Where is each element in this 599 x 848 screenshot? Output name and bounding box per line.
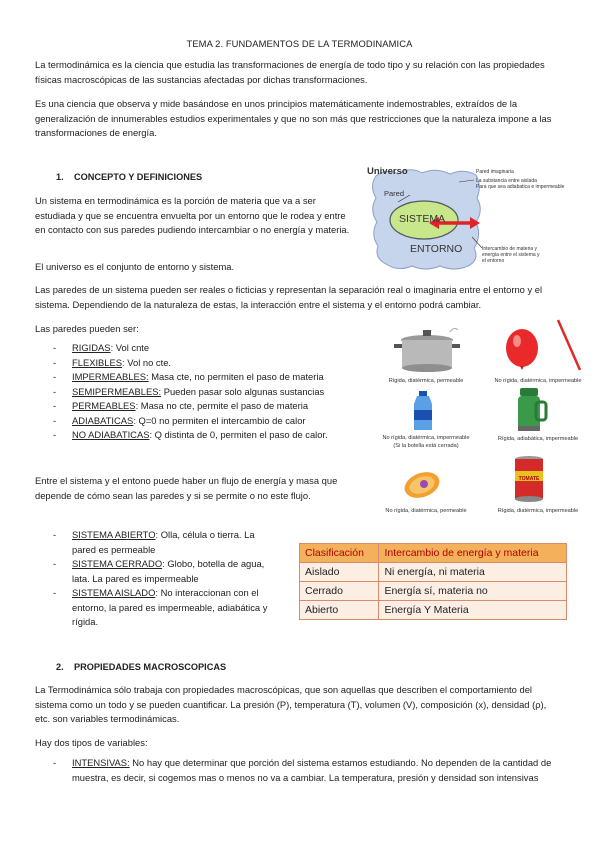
water-bottle-icon	[408, 390, 438, 432]
flow-paragraph: Entre el sistema y el entono puede haber un flujo de energía y masa que depende de cómo sean las paredes y si se permite o no este flujo.	[35, 475, 338, 501]
table-cell: Abierto	[300, 601, 379, 620]
caption-can: Rígida, diatérmica, impermeable	[497, 508, 579, 514]
cell-icon	[400, 468, 444, 502]
table-header-cell: Intercambio de energía y materia	[379, 544, 567, 563]
wall-item-no-adiabaticas	[53, 428, 363, 443]
intro-paragraph-1: La termodinámica es la ciencia que estudia las transformaciones de energía de todo tipo y su relación con las propiedades físicas macroscópicas de las sustancias afectadas por dichas transformaciones.	[35, 59, 545, 85]
table-row	[300, 601, 567, 620]
wall-examples-grid	[370, 318, 595, 523]
diagram-note-top	[476, 169, 592, 190]
sistema-label: SISTEMA	[399, 213, 446, 225]
walls-list	[53, 341, 363, 443]
section-2-number: 2.	[56, 662, 64, 672]
macro-properties-paragraph: La Termodinámica sólo trabaja con propiedades macroscópicas, que son aquellas que describen el comportamiento del sistema como un todo y se pueden cuantificar. La presión (P), temperatura (T), volumen (V), composición (x), densidad (ρ), etc. son variables termodinámicas.	[35, 684, 547, 724]
note-top-line-3: Para que sea adiabatica e impermeable	[476, 184, 565, 190]
section-1-number: 1.	[56, 172, 64, 182]
wall-desc: : Vol cnte	[110, 342, 150, 353]
caption-bottle: No rígida, diatérmica, impermeable	[382, 435, 470, 441]
page-title: TEMA 2. FUNDAMENTOS DE LA TERMODINAMICA	[186, 38, 413, 49]
table-row	[300, 582, 567, 601]
table-header-cell: Clasificación	[300, 544, 379, 563]
wall-term: SEMIPERMEABLES:	[72, 385, 162, 397]
wall-item-rigidas	[53, 341, 363, 356]
wall-term: ADIABATICAS	[72, 414, 134, 426]
wall-desc: : Masa no cte, permite el paso de materia	[135, 400, 309, 411]
caption-balloon: No rígida, diatérmica, impermeable	[494, 378, 582, 384]
thermos-icon	[510, 386, 550, 434]
systems-list	[53, 528, 275, 630]
system-term: SISTEMA ABIERTO	[72, 529, 156, 540]
wall-desc: : Q=0 no permiten el intercambio de calor	[133, 414, 306, 426]
universe-diagram	[364, 162, 596, 274]
system-item-cerrado	[53, 557, 275, 586]
universe-definition: El universo es el conjunto de entorno y sistema.	[35, 261, 235, 272]
walls-intro: Las paredes pueden ser:	[35, 323, 139, 334]
wall-term: FLEXIBLES	[72, 356, 123, 368]
system-desc: : Globo, botella de agua, lata. La pared es impermeable	[72, 558, 265, 584]
wall-item-impermeables	[53, 370, 363, 385]
variable-item-intensivas	[53, 756, 565, 785]
wall-item-flexibles	[53, 356, 363, 371]
wall-item-adiabaticas	[53, 414, 363, 429]
classification-table	[299, 543, 567, 620]
entorno-label: ENTORNO	[410, 243, 463, 255]
table-cell: Ni energía, ni materia	[379, 563, 567, 582]
can-label: TOMATE	[518, 476, 540, 482]
wall-term: IMPERMEABLES:	[72, 371, 149, 382]
wall-term: NO ADIABATICAS	[72, 429, 150, 440]
pared-label: Pared	[384, 189, 405, 198]
system-desc: : Olla, célula o tierra. La pared es permeable	[72, 529, 255, 555]
system-definition: Un sistema en termodinámica es la porción de materia que va a ser estudiada y que se encuentra envuelta por un entorno que le rodea y entre en contacto con sus paredes pudiendo intercambiar o no energía y materia.	[35, 195, 350, 235]
variable-types-intro: Hay dos tipos de variables:	[35, 737, 148, 748]
table-cell: Energía sí, materia no	[379, 582, 567, 601]
system-item-abierto	[53, 528, 275, 557]
caption-bottle-note: (Si la botella está cerrada)	[393, 443, 459, 449]
wall-item-semipermeables	[53, 385, 363, 400]
variable-term: INTENSIVAS:	[72, 757, 130, 768]
wall-desc: Pueden pasar solo algunas sustancias	[161, 385, 325, 397]
walls-paragraph: Las paredes de un sistema pueden ser reales o ficticias y representan la separación real o imaginaria entre el entorno y el sistema. Dependiendo de la naturaleza de estas, la interacción entre el sistema y el entorno podrá cambiar.	[35, 284, 543, 310]
wall-desc: : Q distinta de 0, permiten el paso de calor.	[149, 429, 328, 440]
table-cell: Cerrado	[300, 582, 379, 601]
section-1-heading: CONCEPTO Y DEFINICIONES	[74, 172, 203, 182]
system-item-aislado	[53, 586, 275, 630]
variables-list	[53, 756, 565, 785]
caption-cell: No rígida, diatérmica, permeable	[385, 508, 467, 514]
wall-desc: : Vol no cte.	[122, 356, 172, 368]
system-term: SISTEMA AISLADO	[72, 587, 156, 598]
system-desc: : No interaccionan con el entorno, la pared es impermeable, adiabática y rígida.	[72, 587, 268, 627]
caption-pot: Rígida, diatérmica, permeable	[388, 378, 464, 384]
table-row	[300, 563, 567, 582]
wall-term: PERMEABLES	[72, 400, 136, 411]
table-header-row	[300, 544, 567, 563]
section-2-heading: PROPIEDADES MACROSCOPICAS	[74, 662, 227, 672]
universo-label: Universo	[367, 166, 408, 177]
wall-item-permeables	[53, 399, 363, 414]
system-term: SISTEMA CERRADO	[72, 558, 163, 569]
wall-term: RIGIDAS	[72, 342, 111, 353]
table-cell: Aislado	[300, 563, 379, 582]
table-cell: Energía Y Materia	[379, 601, 567, 620]
intro-paragraph-2: Es una ciencia que observa y mide basándose en unos principios matemáticamente indemostrables, extraídos de la generalización de innumerables estudios experimentales y que no son más que restricciones que la naturaleza impone a las transformaciones de energía.	[35, 98, 552, 138]
note-top-line-2: La substancia entre aislada	[476, 178, 537, 184]
note-top-line-1: Pared imaginaria	[476, 169, 514, 175]
pot-icon	[392, 326, 462, 374]
variable-desc: No hay que determinar que porción del sistema estamos estudiando. No dependen de la cantidad de muestra, es decir, si cogemos mas o menos no va a cambiar. La temperatura, presión y densidad son intensivas	[72, 757, 552, 783]
caption-thermos: Rígida, adiabática, impermeable	[497, 436, 579, 442]
diagram-note-bottom: Intercambio de materia y energía entre el sistema y el entorno	[482, 246, 540, 264]
wall-desc: Masa cte, no permiten el paso de materia	[148, 371, 324, 382]
balloon-icon	[498, 318, 588, 374]
